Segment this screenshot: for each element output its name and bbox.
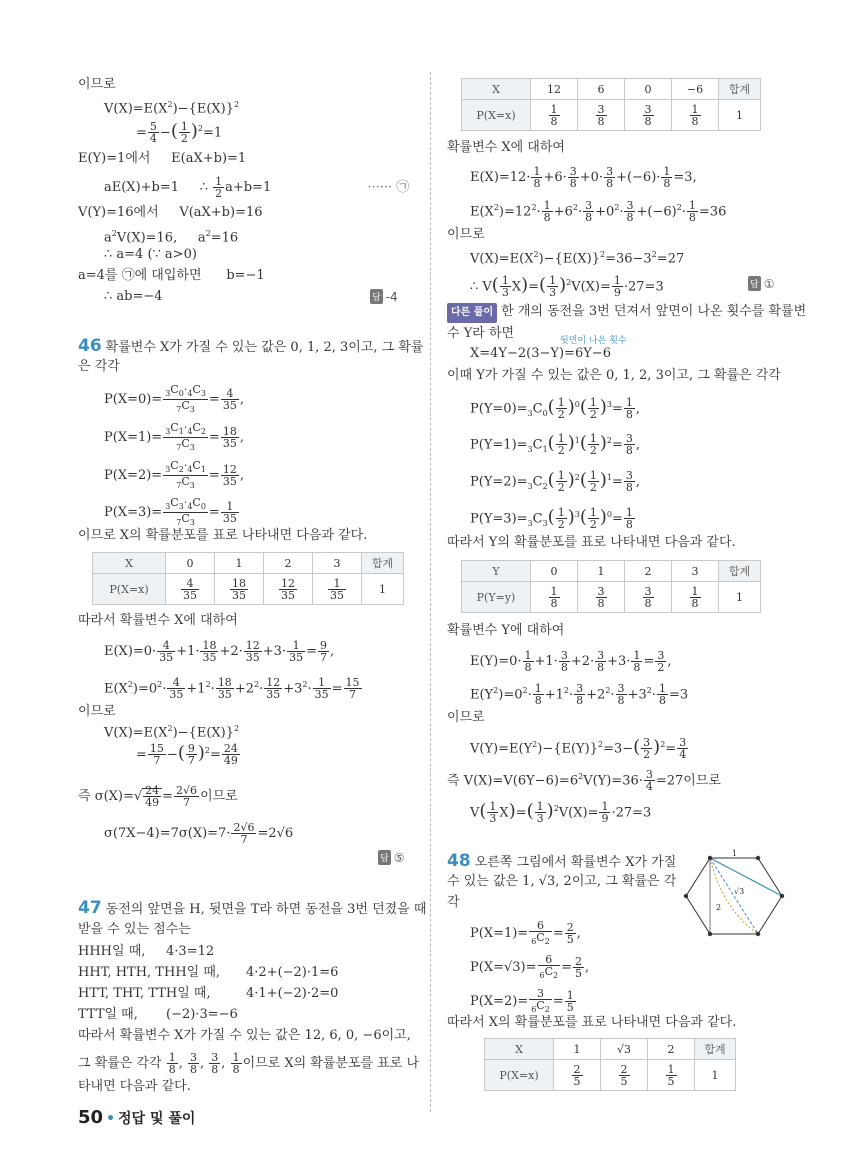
table-header: 합계	[362, 553, 404, 574]
math-line: E(Y)=0· $\frac{1}{8}$ +1· $\frac{3}{8}$ +2· $\frac{3}{8}$ +3· $\frac{1}{8}$ = $\frac{3}{2}$ ,	[470, 649, 672, 674]
math-line: ∴ a=4 (∵ a>0)	[104, 247, 197, 262]
math-line: $E(X^2)=0^2\cdot$ $\frac{4}{35}$ $+1^2\cdot$ $\frac{18}{35}$ $+2^2\cdot$ $\frac{12}{35}$ $+3^2\cdot$ $\frac{1}{35}$ = $\frac{15}{7}$	[104, 676, 360, 702]
math-line: P(X=3)= $\frac{_3C_3\cdot_4C_0}{_7C_3}$ = $\frac{1}{35}$	[104, 496, 237, 528]
text-line: 수 Y라 하면	[447, 326, 515, 341]
text-line: 타내면 다음과 같다.	[78, 1079, 191, 1094]
math-line: V(Y)=16에서 V(aX+b)=16	[78, 205, 263, 220]
math-line: $E(X^2)=12^2\cdot$ $\frac{1}{8}$ $+6^2\cdot$ $\frac{3}{8}$ $+0^2\cdot$ $\frac{3}{8}$ $+(-6)^2\cdot$ $\frac{1}{8}$ =36	[470, 199, 727, 225]
table-header: 2	[625, 561, 672, 582]
table-cell: $\frac{2}{5}$	[554, 1060, 601, 1091]
math-line: X=4Y−2(3−Y)=6Y−6	[470, 346, 611, 361]
math-line: P(X=2)= $\frac{3}{_6C_2}$ = $\frac{1}{5}$	[470, 987, 574, 1015]
segment-root3	[710, 858, 782, 896]
vertex	[756, 932, 760, 936]
text-line: 받을 수 있는 점수는	[78, 922, 191, 937]
page-number: 50	[78, 1107, 104, 1128]
table-cell: $\frac{1}{8}$	[672, 100, 719, 131]
math-line: ∴ ab=−4	[104, 289, 163, 304]
problem-48-heading: 48 오른쪽 그림에서 확률변수 X가 가질	[447, 851, 677, 871]
table-cell: 1	[719, 100, 761, 131]
table-cell: 1	[719, 582, 761, 613]
table-header: X	[462, 79, 531, 100]
table-header: Y	[462, 561, 531, 582]
table-cell: $\frac{1}{35}$	[313, 574, 362, 605]
math-line: $P(Y=3)=_3C_3$( $\frac{1}{2}$ )$^3$( $\frac{1}{2}$ )$^0$= $\frac{1}{8}$	[470, 506, 633, 532]
table-header: 3	[672, 561, 719, 582]
table-header: 0	[166, 553, 215, 574]
table-header: 1	[215, 553, 264, 574]
hexagon-outline	[686, 858, 782, 934]
hexagon-figure	[682, 848, 786, 944]
table-row-label: P(X=x)	[93, 574, 166, 605]
case-line: HHT, HTH, THH일 때, 4·2+(−2)·1=6	[78, 965, 339, 980]
table-cell: $\frac{3}{8}$	[625, 582, 672, 613]
math-line: $V(X)=E(X^2)-\{E(X)\}^2$	[104, 100, 240, 117]
vertex	[708, 932, 712, 936]
math-line: $V(X)=E(X^2)-\{E(X)\}^2$	[104, 724, 240, 741]
table-header: √3	[601, 1039, 648, 1060]
segment-root3-dashed	[710, 858, 758, 934]
math-line: 즉 σ(X)=√ $\frac{24}{49}$ = $\frac{2√6}{7}$ 이므로	[78, 784, 238, 809]
table-header: 2	[264, 553, 313, 574]
text-line: 확률변수 Y에 대하여	[447, 623, 565, 638]
table-header: 0	[625, 79, 672, 100]
text-line: 이때 Y가 가질 수 있는 값은 0, 1, 2, 3이고, 그 확률은 각각	[447, 368, 781, 383]
table-cell: $\frac{12}{35}$	[264, 574, 313, 605]
text-line: 이므로	[447, 227, 485, 242]
table-y	[461, 560, 761, 613]
math-line: $P(Y=1)=_3C_1$( $\frac{1}{2}$ )$^1$( $\frac{1}{2}$ )$^2$= $\frac{3}{8}$ ,	[470, 432, 641, 458]
text-line: 은 각각	[78, 359, 120, 374]
math-line: 즉 $V(X)=V(6Y-6)=6^2V(Y)=36\cdot$ $\frac{3}{4}$ =27이므로	[447, 768, 721, 794]
page-footer: 50 • 정답 및 풀이	[78, 1107, 196, 1128]
text-line: 따라서 확률변수 X가 가질 수 있는 값은 12, 6, 0, −6이고,	[78, 1028, 411, 1043]
case-line: HTT, THT, TTH일 때, 4·1+(−2)·2=0	[78, 986, 339, 1001]
vertex	[756, 856, 760, 860]
text-line: 그 확률은 각각 $\frac{1}{8}$ , $\frac{3}{8}$ , $\frac{3}{8}$ , $\frac{1}{8}$ 이므로 X의 확률분포를 표로 나	[78, 1051, 420, 1076]
math-line: $V(X)=E(X^2)-\{E(X)\}^2=36-3^2=27$	[470, 250, 685, 267]
text-line: 따라서 X의 확률분포를 표로 나타내면 다음과 같다.	[447, 1015, 737, 1030]
text-line: 따라서 확률변수 X에 대하여	[78, 613, 238, 628]
table-header: 6	[578, 79, 625, 100]
math-line: V( $\frac{1}{3}$ X)=( $\frac{1}{3}$ )$^2$V(X)= $\frac{1}{9}$ ·27=3	[470, 800, 652, 826]
table-cell: $\frac{2}{5}$	[601, 1060, 648, 1091]
text-line: 확률변수 X에 대하여	[447, 140, 565, 155]
table-header: X	[93, 553, 166, 574]
math-line: P(X=0)= $\frac{_3C_0\cdot_4C_3}{_7C_3}$ = $\frac{4}{35}$ ,	[104, 383, 244, 415]
math-line: P(X=1)= $\frac{6}{_6C_2}$ = $\frac{2}{5}$ ,	[470, 919, 581, 947]
text-line: 수 있는 값은 1, √3, 2이고, 그 확률은 각	[447, 874, 677, 889]
math-line: P(X=1)= $\frac{_3C_1\cdot_4C_2}{_7C_3}$ = $\frac{18}{35}$ ,	[104, 421, 244, 453]
math-line: $V(Y)=E(Y^2)-\{E(Y)\}^2=3-$( $\frac{3}{2}$ )$^2$= $\frac{3}{4}$	[470, 736, 687, 762]
table-cell: $\frac{1}{8}$	[672, 582, 719, 613]
math-line: σ(7X−4)=7σ(X)=7· $\frac{2√6}{7}$ =2√6	[104, 821, 294, 846]
table-row-label: P(X=x)	[485, 1060, 554, 1091]
hex-label-root3: √3	[734, 887, 745, 896]
vertex	[780, 894, 784, 898]
table-header: 3	[313, 553, 362, 574]
table-47	[461, 78, 761, 131]
table-cell: $\frac{3}{8}$	[578, 582, 625, 613]
math-line: $P(Y=2)=_3C_2$( $\frac{1}{2}$ )$^2$( $\frac{1}{2}$ )$^1$= $\frac{3}{8}$ ,	[470, 469, 641, 495]
table-header: 합계	[719, 561, 761, 582]
math-line: a=4를 ㉠에 대입하면 b=−1	[78, 268, 265, 283]
text-line: 각	[447, 895, 460, 910]
table-48	[484, 1038, 736, 1091]
table-row-label: P(Y=y)	[462, 582, 531, 613]
table-header: −6	[672, 79, 719, 100]
math-line: $P(Y=0)=_3C_0$( $\frac{1}{2}$ )$^0$( $\frac{1}{2}$ )$^3$= $\frac{1}{8}$ ,	[470, 396, 641, 422]
math-line: E(Y)=1에서 E(aX+b)=1	[78, 151, 247, 166]
text-line: 따라서 Y의 확률분포를 표로 나타내면 다음과 같다.	[447, 535, 736, 550]
answer-45: 답 -4	[372, 290, 398, 304]
table-cell: $\frac{18}{35}$	[215, 574, 264, 605]
math-line: $E(Y^2)=0^2\cdot$ $\frac{1}{8}$ $+1^2\cdot$ $\frac{3}{8}$ $+2^2\cdot$ $\frac{3}{8}$ $+3^2\cdot$ $\frac{1}{8}$ =3	[470, 682, 689, 708]
table-header: X	[485, 1039, 554, 1060]
table-header: 합계	[695, 1039, 736, 1060]
math-line: = $\frac{15}{7}$ −( $\frac{9}{7}$ )$^2$= $\frac{24}{49}$	[136, 742, 238, 768]
table-row-label: P(X=x)	[462, 100, 531, 131]
math-line: E(X)=12· $\frac{1}{8}$ +6· $\frac{3}{8}$ +0· $\frac{3}{8}$ +(−6)· $\frac{1}{8}$ =3,	[470, 165, 697, 190]
column-divider	[430, 72, 431, 1112]
text-line: 이므로	[447, 710, 485, 725]
table-46	[92, 552, 404, 605]
text-line: 이므로 X의 확률분포를 표로 나타내면 다음과 같다.	[78, 528, 368, 543]
table-cell: $\frac{1}{5}$	[648, 1060, 695, 1091]
alt-solution-heading: 다른 풀이 한 개의 동전을 3번 던져서 앞면이 나온 횟수를 확률변	[447, 303, 806, 323]
case-line: HHH일 때, 4·3=12	[78, 944, 215, 959]
math-line: $a^2V(X)=16$, $a^2=16$	[104, 229, 239, 246]
table-header: 합계	[719, 79, 761, 100]
hex-label-1: 1	[732, 849, 738, 858]
math-line: P(X=√3)= $\frac{6}{_6C_2}$ = $\frac{2}{5}$ ,	[470, 953, 590, 981]
table-cell: $\frac{3}{8}$	[625, 100, 672, 131]
text-line: 이므로	[78, 704, 116, 719]
table-cell: $\frac{3}{8}$	[578, 100, 625, 131]
answer-47: 답 ①	[750, 277, 775, 291]
table-header: 2	[648, 1039, 695, 1060]
case-line: TTT일 때, (−2)·3=−6	[78, 1007, 238, 1022]
math-line: E(X)=0· $\frac{4}{35}$ +1· $\frac{18}{35}$ +2· $\frac{12}{35}$ +3· $\frac{1}{35}$ = $\frac{9}{7}$ ,	[104, 639, 335, 664]
table-cell: $\frac{1}{8}$	[531, 100, 578, 131]
table-cell: 1	[362, 574, 404, 605]
math-line: = $\frac{5}{4}$ −( $\frac{1}{2}$ )$^2$=1	[136, 120, 223, 146]
vertex	[708, 856, 712, 860]
section-title: 정답 및 풀이	[118, 1111, 196, 1127]
math-line: P(X=2)= $\frac{_3C_2\cdot_4C_1}{_7C_3}$ = $\frac{12}{35}$ ,	[104, 459, 244, 491]
table-header: 12	[531, 79, 578, 100]
hex-label-2: 2	[716, 903, 722, 912]
annotation-note: 뒷면이 나온 횟수	[560, 336, 627, 346]
table-cell: $\frac{4}{35}$	[166, 574, 215, 605]
table-cell: 1	[695, 1060, 736, 1091]
table-header: 1	[578, 561, 625, 582]
text-line: 이므로	[78, 77, 116, 92]
problem-46-heading: 46 확률변수 X가 가질 수 있는 값은 0, 1, 2, 3이고, 그 확률	[78, 336, 424, 356]
vertex	[684, 894, 688, 898]
answer-46: 답 ⑤	[380, 851, 405, 865]
table-header: 1	[554, 1039, 601, 1060]
problem-47-heading: 47 동전의 앞면을 H, 뒷면을 T라 하면 동전을 3번 던졌을 때	[78, 898, 427, 918]
math-line: ∴ V( $\frac{1}{3}$ X)=( $\frac{1}{3}$ )$^2$V(X)= $\frac{1}{9}$ ·27=3	[470, 274, 664, 300]
math-line: aE(X)+b=1 ∴ $\frac{1}{2}$ a+b=1 ······ ㉠	[104, 175, 410, 200]
table-cell: $\frac{1}{8}$	[531, 582, 578, 613]
table-header: 0	[531, 561, 578, 582]
